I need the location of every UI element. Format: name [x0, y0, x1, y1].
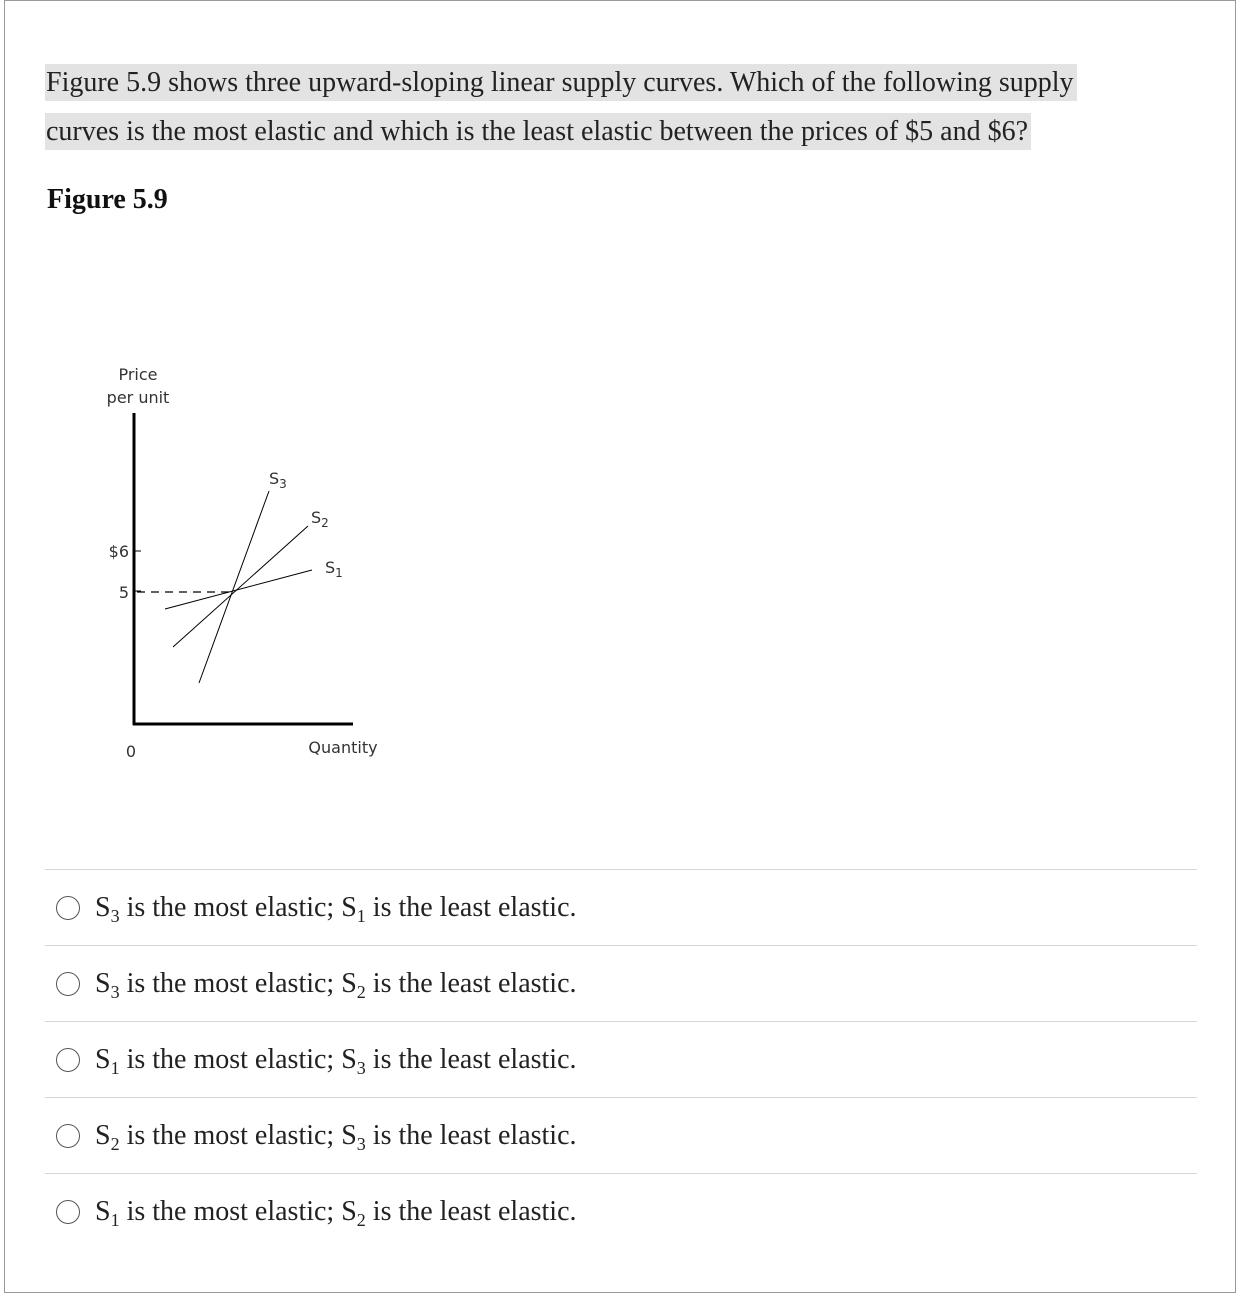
y-tick-label-5: 5: [118, 583, 129, 602]
answer-options: [45, 869, 1197, 1249]
figure-title: Figure 5.9: [47, 184, 168, 215]
y-axis-label-line2: per unit: [106, 388, 170, 407]
answer-option[interactable]: [45, 1173, 1197, 1249]
question-text: [45, 58, 1145, 156]
answer-option[interactable]: [45, 869, 1197, 945]
question-line-2: curves is the most elastic and which is the least elastic between the prices of $5 and $6?: [45, 113, 1031, 150]
radio-button[interactable]: [56, 1200, 80, 1224]
curve-label-s3: $S_3$: [269, 469, 287, 491]
supply-curves-chart: [95, 355, 395, 775]
radio-button[interactable]: [56, 972, 80, 996]
answer-option-label: $S_1$ is the most elastic; $S_2$ is the least elastic.: [95, 1195, 577, 1230]
radio-button[interactable]: [56, 1124, 80, 1148]
x-axis-label: Quantity: [308, 738, 378, 757]
curve-label-s1: $S_1$: [325, 558, 343, 580]
y-tick-label-6: $6: [108, 542, 129, 561]
supply-curve-s3: [199, 491, 269, 683]
question-line-1: Figure 5.9 shows three upward-sloping linear supply curves. Which of the following supply: [45, 64, 1077, 101]
curve-label-s2: $S_2$: [311, 508, 329, 530]
answer-option-label: $S_2$ is the most elastic; $S_3$ is the least elastic.: [95, 1119, 577, 1154]
answer-option[interactable]: [45, 1097, 1197, 1173]
radio-button[interactable]: [56, 1048, 80, 1072]
supply-curve-s2: [173, 526, 308, 647]
y-axis-label-line1: Price: [118, 365, 158, 384]
answer-option-label: $S_3$ is the most elastic; $S_2$ is the least elastic.: [95, 967, 577, 1002]
radio-button[interactable]: [56, 896, 80, 920]
answer-option-label: $S_3$ is the most elastic; $S_1$ is the least elastic.: [95, 891, 577, 926]
answer-option-label: $S_1$ is the most elastic; $S_3$ is the least elastic.: [95, 1043, 577, 1078]
origin-label: 0: [125, 742, 137, 761]
answer-option[interactable]: [45, 945, 1197, 1021]
answer-option[interactable]: [45, 1021, 1197, 1097]
